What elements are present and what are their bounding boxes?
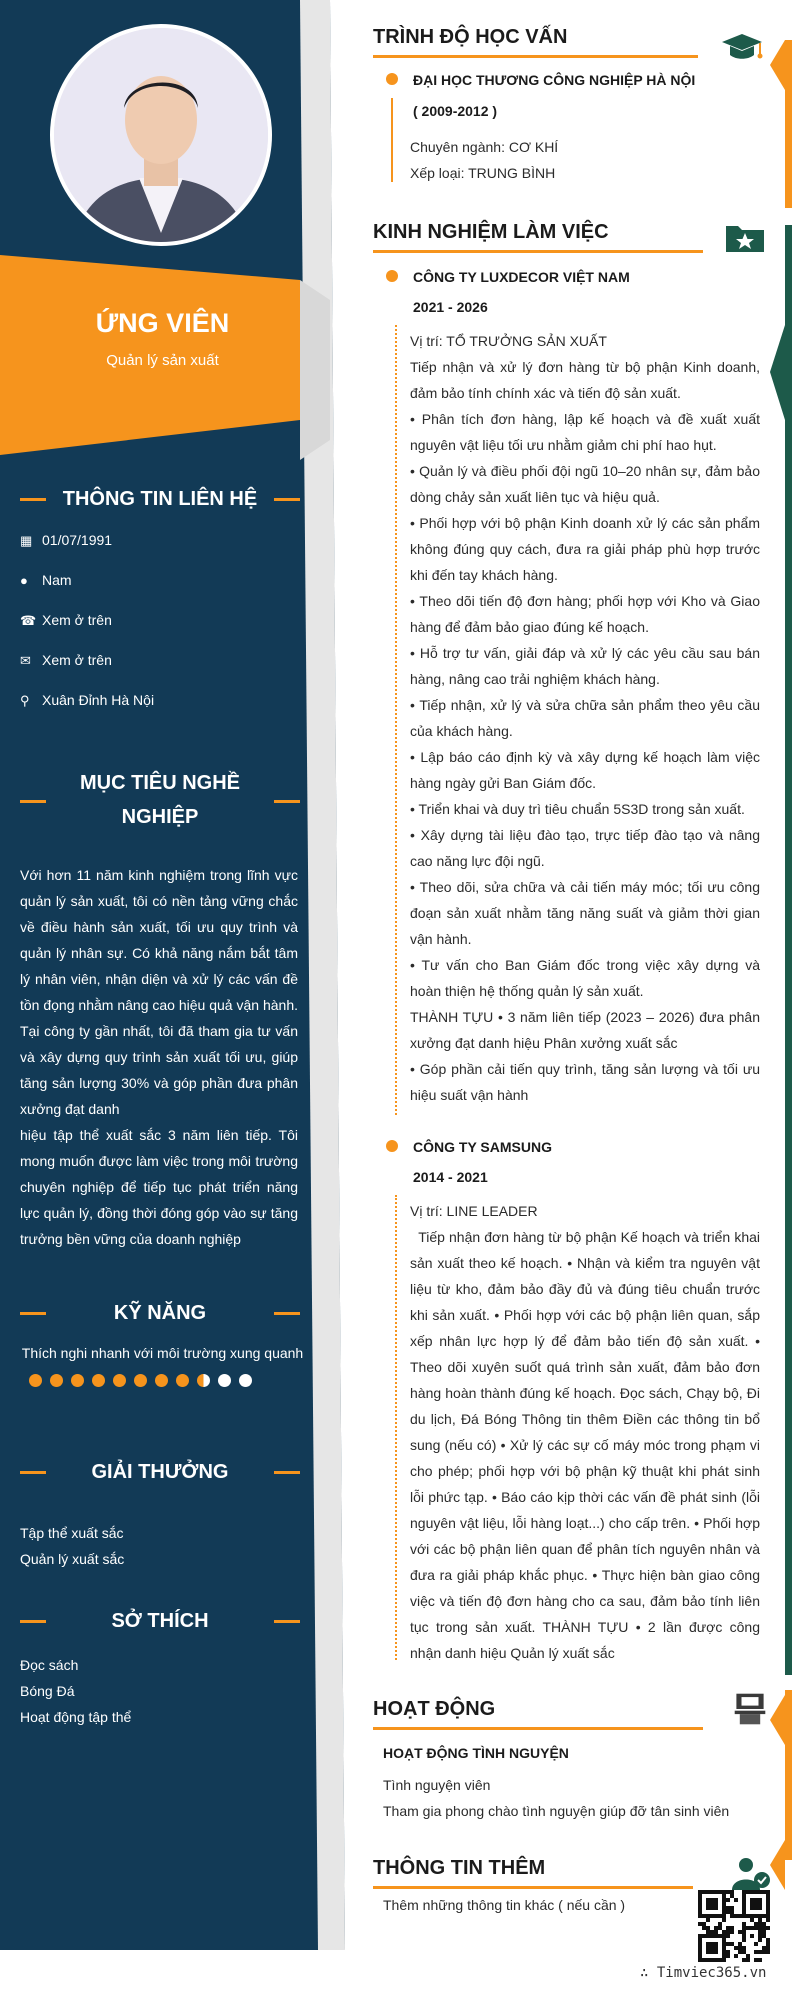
phone-icon: ☎ xyxy=(20,613,37,628)
job-position: Vị trí: LINE LEADER xyxy=(410,1203,538,1219)
skill-dot xyxy=(113,1374,126,1387)
job-details xyxy=(410,1198,764,1666)
skill-dot xyxy=(218,1374,231,1387)
hobby-item: Hoạt động tập thể xyxy=(20,1709,132,1725)
award-item: Quản lý xuất sắc xyxy=(20,1551,125,1567)
education-period: ( 2009-2012 ) xyxy=(413,103,498,119)
job-detail-line: • Phối hợp với bộ phận Kinh doanh xử lý các sản phẩm không đúng quy cách, đưa ra giải pháp phù hợp trước khi đến tay khách hàng. xyxy=(410,515,760,583)
skill-dot xyxy=(239,1374,252,1387)
job-details xyxy=(410,328,760,1108)
hobbies-heading: SỞ THÍCH xyxy=(20,1604,300,1638)
skill-dot xyxy=(197,1374,210,1387)
decor-arrows xyxy=(770,30,800,1910)
job-detail-line: • Quản lý và điều phối đội ngũ 10–20 nhân sự, đảm bảo dòng chảy sản xuất liên tục và hiệu quả. xyxy=(410,463,760,505)
skill-dot xyxy=(71,1374,84,1387)
activities-heading: HOẠT ĐỘNG xyxy=(373,1698,496,1720)
job-detail-line: • Tiếp nhận, xử lý và sửa chữa sản phẩm theo yêu cầu của khách hàng. xyxy=(410,697,760,739)
awards-list xyxy=(20,1520,300,1572)
presentation-icon xyxy=(728,1692,772,1726)
job-position: Vị trí: TỔ TRƯỞNG SẢN XUẤT xyxy=(410,333,607,349)
qr-code-icon xyxy=(698,1890,770,1962)
contact-address: ⚲ Xuân Đỉnh Hà Nội xyxy=(20,692,155,708)
heading-underline xyxy=(373,55,698,58)
skill-name: Thích nghi nhanh với môi trường xung quanh xyxy=(21,1345,304,1361)
person-photo-icon xyxy=(54,28,268,242)
activity-item: Tham gia phong chào tình nguyện giúp đỡ tân sinh viên xyxy=(383,1803,730,1819)
heading-underline xyxy=(373,1727,703,1730)
extra-heading: THÔNG TIN THÊM xyxy=(373,1857,546,1879)
contact-heading: THÔNG TIN LIÊN HỆ xyxy=(20,482,300,516)
job-detail-line: Tiếp nhận và xử lý đơn hàng từ bộ phận Kinh doanh, đảm bảo tính chính xác và tiến độ sản xuất. xyxy=(410,359,760,401)
experience-heading: KINH NGHIỆM LÀM VIỆC xyxy=(373,221,609,243)
contact-gender: ● Nam xyxy=(20,572,72,588)
education-grade: Xếp loại: TRUNG BÌNH xyxy=(410,165,556,181)
job-detail-line: • Xây dựng tài liệu đào tạo, trực tiếp đào tạo và nâng cao năng lực đội ngũ. xyxy=(410,827,760,869)
skill-dot xyxy=(29,1374,42,1387)
job-detail-line: • Theo dõi tiến độ đơn hàng; phối hợp với Kho và Giao hàng để đảm bảo giao đúng kế hoạch. xyxy=(410,593,760,635)
education-heading: TRÌNH ĐỘ HỌC VẤN xyxy=(373,26,568,48)
timeline-line xyxy=(395,325,397,1115)
hobbies-list xyxy=(20,1652,300,1730)
job-detail-line: • Góp phần cải tiến quy trình, tăng sản lượng và tối ưu hiệu suất vận hành xyxy=(410,1061,760,1103)
contact-phone: ☎ Xem ở trên xyxy=(20,612,112,628)
award-item: Tập thể xuất sắc xyxy=(20,1525,124,1541)
objective-heading: MỤC TIÊU NGHỀ NGHIỆP xyxy=(20,766,300,834)
skills-heading: KỸ NĂNG xyxy=(20,1296,300,1330)
job-period: 2014 - 2021 xyxy=(413,1169,488,1185)
hobby-item: Bóng Đá xyxy=(20,1683,75,1699)
job-company: CÔNG TY LUXDECOR VIỆT NAM xyxy=(413,269,630,285)
user-check-icon xyxy=(728,1856,772,1890)
job-company: CÔNG TY SAMSUNG xyxy=(413,1139,552,1155)
graduation-cap-icon xyxy=(720,30,764,64)
timeline-line xyxy=(395,1195,397,1660)
job-detail-line: Tiếp nhận đơn hàng từ bộ phận Kế hoạch và triển khai sản xuất theo kế hoạch. • Nhận và kiểm tra nguyên vật liệu từ kho, đảm bảo đầy đủ và đúng tiêu chuẩn trước khi sản xuất. • Phối hợp với các bộ phận liên quan, sắp xếp nhân lực hợp lý để đảm bảo tiến độ sản xuất. • Theo dõi xuyên suốt quá trình sản xuất, đảm bảo đơn hàng hoàn thành đúng kế hoạch. Đọc sách, Chạy bộ, Đi du lịch, Đá Bóng Thông tin thêm Điền các thông tin bổ sung (nếu có) • Xử lý các sự cố máy móc trong phạm vi cho phép; phối hợp với bộ phận kỹ thuật khi phát sinh lỗi phức tạp. • Báo cáo kịp thời các vấn đề phát sinh (lỗi nguyên vật liệu, lỗi hàng loạt...) cho cấp trên. • Phối hợp với các bộ phận liên quan để phân tích nguyên nhân và đưa ra giải pháp khắc phục. • Thực hiện bàn giao công việc và tiến độ đơn hàng cho ca sau, đảm bảo tính liên tục trong sản xuất. THÀNH TỰU • 2 lần được công nhận danh hiệu Quản lý xuất sắc xyxy=(410,1229,764,1661)
job-detail-line: • Lập báo cáo định kỳ và xây dựng kế hoạch làm việc hàng ngày gửi Ban Giám đốc. xyxy=(410,749,760,791)
heading-underline xyxy=(373,250,703,253)
folder-star-icon xyxy=(724,220,768,254)
skill-dot xyxy=(176,1374,189,1387)
footer-brand: ∴ Timviec365.vn xyxy=(640,1965,767,1981)
activity-item: Tình nguyện viên xyxy=(383,1777,491,1793)
job-detail-line: • Theo dõi, sửa chữa và cải tiến máy móc; tối ưu công đoạn sản xuất nhằm tăng năng suất và giảm thời gian vận hành. xyxy=(410,879,760,947)
skill-dot xyxy=(50,1374,63,1387)
activity-title: HOẠT ĐỘNG TÌNH NGUYỆN xyxy=(383,1745,569,1761)
job-detail-line: • Phân tích đơn hàng, lập kế hoạch và đề xuất xuất nguyên vật liệu tối ưu nhằm giảm chi phí hao hụt. xyxy=(410,411,760,453)
timeline-line xyxy=(391,98,393,182)
heading-underline xyxy=(373,1886,693,1889)
job-detail-line: THÀNH TỰU • 3 năm liên tiếp (2023 – 2026) đưa phân xưởng đạt danh hiệu Phân xưởng xuất sắc xyxy=(410,1009,760,1051)
skill-dot xyxy=(155,1374,168,1387)
objective-text: Với hơn 11 năm kinh nghiệm trong lĩnh vực quản lý sản xuất, tôi có nền tảng vững chắc về điều hành sản xuất, tối ưu quy trình và quản lý nhân sự. Có khả năng nắm bắt tâm lý nhân viên, nhận diện và xử lý các vấn đề tồn đọng nhằm nâng cao hiệu quả vận hành. Tại công ty gần nhất, tôi đã tham gia tư vấn và xây dựng quy trình sản xuất tối ưu, giúp tăng sản lượng 30% và góp phần đưa phân xưởng đạt danh hiệu tập thể xuất sắc 3 năm liên tiếp. Tôi mong muốn được làm việc trong môi trường chuyên nghiệp để tiếp tục phát triển năng lực quản lý, đồng thời đóng góp vào sự tăng trưởng bền vững của doanh nghiệp xyxy=(20,867,298,1247)
candidate-role: Quản lý sản xuất xyxy=(106,352,219,369)
job-period: 2021 - 2026 xyxy=(413,299,488,315)
skill-dot xyxy=(134,1374,147,1387)
awards-heading: GIẢI THƯỞNG xyxy=(20,1455,300,1489)
contact-email: ✉ Xem ở trên xyxy=(20,652,112,668)
timeline-dot xyxy=(386,1140,398,1152)
job-detail-line: • Hỗ trợ tư vấn, giải đáp và xử lý các yêu cầu sau bán hàng, nâng cao trải nghiệm khách hàng. xyxy=(410,645,760,687)
education-major: Chuyên ngành: CƠ KHÍ xyxy=(410,139,559,155)
school-name: ĐẠI HỌC THƯƠNG CÔNG NGHIỆP HÀ NỘI xyxy=(413,72,696,88)
job-detail-line: • Triển khai và duy trì tiêu chuẩn 5S3D trong sản xuất. xyxy=(410,801,745,817)
skill-dot xyxy=(92,1374,105,1387)
contact-birthday: ▦ 01/07/1991 xyxy=(20,532,113,548)
skill-rating xyxy=(29,1374,252,1390)
location-icon: ⚲ xyxy=(20,693,30,708)
calendar-icon: ▦ xyxy=(20,533,33,548)
timeline-dot xyxy=(386,270,398,282)
extra-text: Thêm những thông tin khác ( nếu cần ) xyxy=(383,1897,626,1913)
email-icon: ✉ xyxy=(20,653,31,668)
candidate-name: ỨNG VIÊN xyxy=(95,308,230,338)
hobby-item: Đọc sách xyxy=(20,1657,79,1673)
person-icon: ● xyxy=(20,573,28,588)
timeline-dot xyxy=(386,73,398,85)
avatar xyxy=(50,24,272,246)
job-detail-line: • Tư vấn cho Ban Giám đốc trong việc xây dựng và hoàn thiện hệ thống quản lý sản xuất. xyxy=(410,957,760,999)
